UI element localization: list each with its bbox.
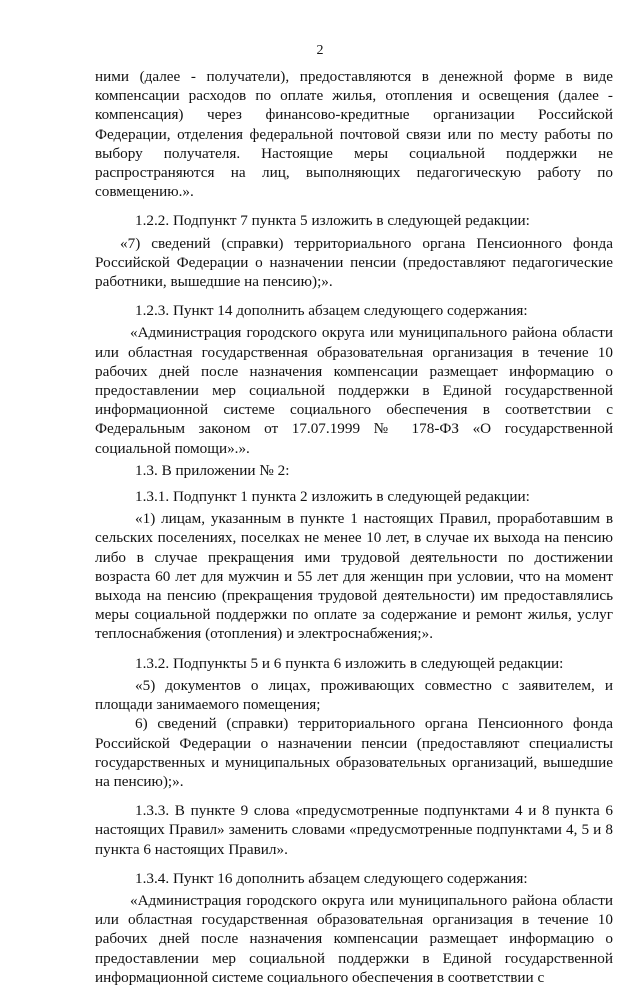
page-number: 2 [316,43,324,58]
paragraph-1-2-3-heading: 1.2.3. Пункт 14 дополнить абзацем следующего содержания: [135,302,528,320]
paragraph-1-3-2-item-5: «5) документов о лицах, проживающих совместно с заявителем, и площади занимаемого помещения; [95,676,613,714]
paragraph-1-2-3-text: «Администрация городского округа или муниципального района области или областная государственная образовательная организация в течение 10 рабочих дней после назначения компенсации размещает информацию о предоставлении мер социальной поддержки в Единой государственной информационной системе социального обеспечения в соответствии с Федеральным законом от 17.07.1999 № 178-ФЗ «О государственной социальной помощи».». [95,324,613,457]
paragraph-1-2-2-text: «7) сведений (справки) территориального органа Пенсионного фонда Российской Федерации о назначении пенсии (предоставляют педагогические работники, вышедшие на пенсию);». [95,234,613,291]
paragraph-1-3-1-text: «1) лицам, указанным в пункте 1 настоящих Правил, проработавшим в сельских поселениях, поселках не менее 10 лет, в случае их выхода на пенсию либо в случае прекращения ими трудовой деятельности по достижении возраста 60 лет для мужчин и 55 лет для женщин при условии, что на момент выхода на пенсию (прекращения трудовой деятельности) им предоставлялись меры социальной поддержки по оплате за содержание и ремонт жилья, услуг теплоснабжения (отопления) и электроснабжения;». [95,510,613,643]
paragraph-1-2-2-heading: 1.2.2. Подпункт 7 пункта 5 изложить в следующей редакции: [135,212,530,230]
paragraph-1-3-1-heading: 1.3.1. Подпункт 1 пункта 2 изложить в следующей редакции: [135,488,530,506]
paragraph-1-3-2-item-6: 6) сведений (справки) территориального органа Пенсионного фонда Российской Федерации о назначении пенсии (предоставляют специалисты государственных и муниципальных образовательных организаций, вышедшие на пенсию);». [95,715,613,790]
paragraph-1-3-4-heading: 1.3.4. Пункт 16 дополнить абзацем следующего содержания: [135,869,528,887]
paragraph-continuation: ними (далее - получатели), предоставляются в денежной форме в виде компенсации расходов по оплате жилья, отопления и освещения (далее - компенсация) через финансово-кредитные организации Российской Федерации, отделения федеральной почтовой связи или по месту работы по выбору получателя. Настоящие меры социальной поддержки не распространяются на лиц, выполняющих педагогическую работу по совмещению.». [95,68,613,201]
document-body [95,67,613,987]
paragraph-1-3-2-heading: 1.3.2. Подпункты 5 и 6 пункта 6 изложить в следующей редакции: [135,654,564,672]
paragraph-1-3-heading: 1.3. В приложении № 2: [135,461,290,479]
paragraph-1-3-4-text: «Администрация городского округа или муниципального района области или областная государственная образовательная организация в течение 10 рабочих дней после назначения компенсации размещает информацию о предоставлении мер социальной поддержки в Единой государственной информационной системе социального обеспечения в соответствии с [95,891,613,986]
paragraph-1-3-3: 1.3.3. В пункте 9 слова «предусмотренные подпунктами 4 и 8 пункта 6 настоящих Правил» заменить словами «предусмотренные подпунктами 4, 5 и 8 пункта 6 настоящих Правил». [95,802,613,858]
